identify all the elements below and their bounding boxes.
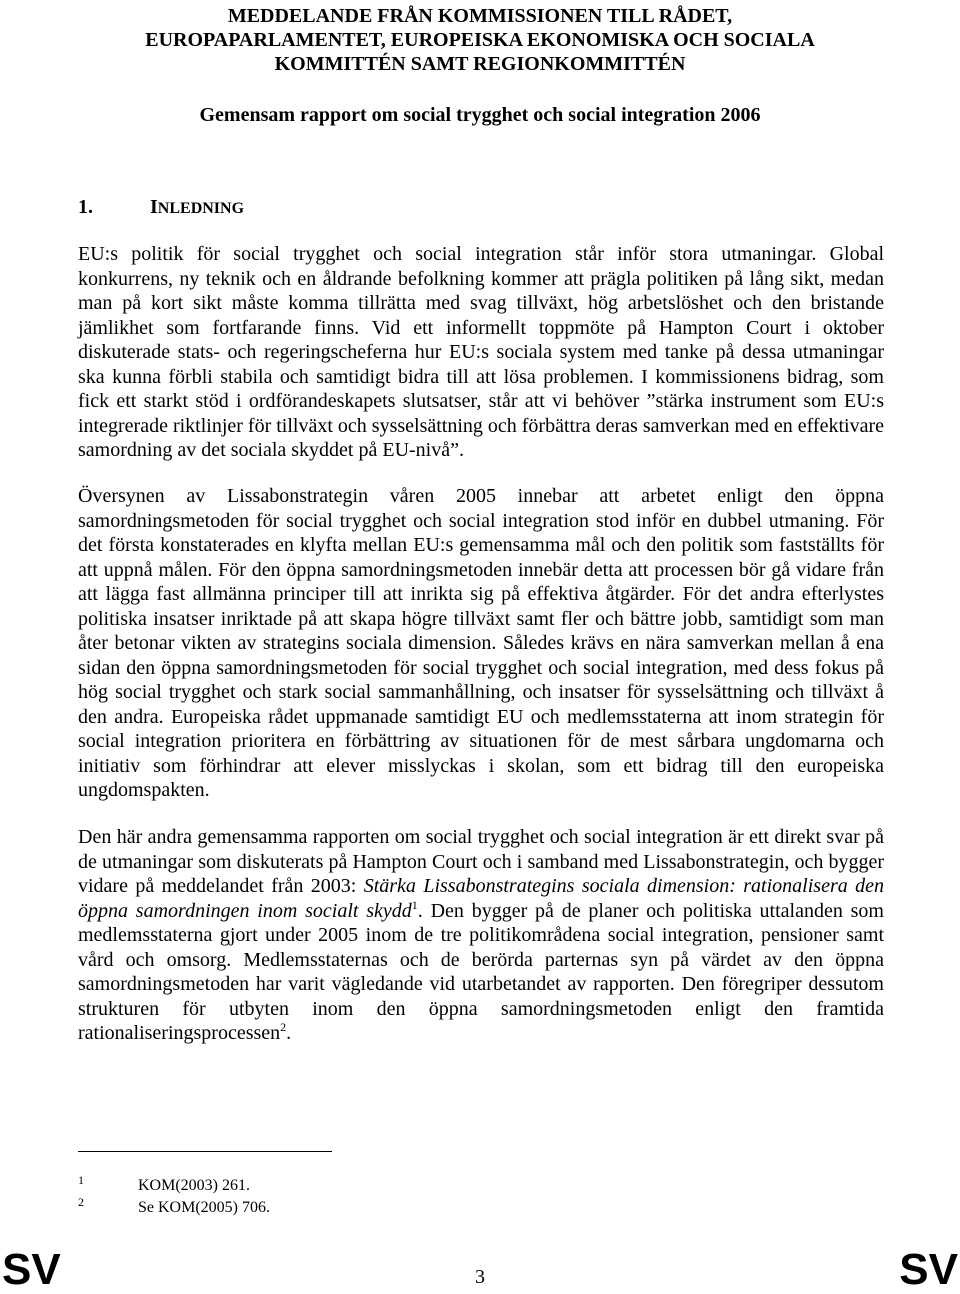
document-title xyxy=(0,4,960,76)
paragraph-2: Översynen av Lissabonstrategin våren 2005 innebar att arbetet enligt den öppna samordningsmetoden för social trygghet och social integration stod inför en dubbel utmaning. För det första konstaterades en klyfta mellan EU:s gemensamma mål och den politik som fastställts för att uppnå målen. För den öppna samordningsmetoden innebär detta att processen bör gå vidare från att lägga fast allmänna principer till att inrikta sig på effektiva åtgärder. För det andra efterlystes politiska insatser inriktade på att skapa högre tillväxt samt fler och bättre jobb, samtidigt som man åter betonar vikten av strategins sociala dimension. Således krävs en nära samverkan mellan å ena sidan den öppna samordningsmetoden för social trygghet och social integration, med dess fokus på hög social trygghet och stark social sammanhållning, och insatser för sysselsättning och tillväxt å den andra. Europeiska rådet uppmanade samtidigt EU och medlemsstaterna att inom strategin för social integration prioritera en förbättring av situationen för de mest sårbara ungdomarna och initiativ som förhindrar att elever misslyckas i skolan, som ett bidrag till den europeiska ungdomspakten. xyxy=(78,485,884,801)
paragraph-3-text-a: Den här andra gemensamma rapporten om social trygghet och social integration är ett direkt svar på de utmaningar som diskuterats på Hampton Court och i samband med Lissabonstrategin, och bygger vidare på meddelandet från 2003: xyxy=(78,826,884,897)
footnote-separator xyxy=(78,1151,332,1152)
language-code-right: SV xyxy=(899,1245,958,1294)
section-title-initial: I xyxy=(150,196,158,218)
section-heading xyxy=(78,196,244,219)
footnote-1-mark: 1 xyxy=(78,1173,84,1187)
paragraph-3-text-b: . Den bygger på de planer och politiska uttalanden som medlemsstaterna gjort under 2005 inom de tre politikområdena social integration, pensioner samt vård och omsorg. Medlemsstaternas och de berörda parternas syn på värdet av den öppna samordningsmetoden har varit vägledande vid utarbetandet av rapporten. Den föregriper dessutom strukturen för utbyten inom den öppna samordningsmetoden enligt den framtida rationaliseringsprocessen xyxy=(78,899,884,1044)
title-line-3: KOMMITTÉN SAMT REGIONKOMMITTÉN xyxy=(274,53,686,75)
footnote-ref-1[interactable]: 1 xyxy=(411,897,418,912)
footnote-2 xyxy=(78,1192,270,1218)
paragraph-3 xyxy=(78,825,884,1046)
title-line-2: EUROPAPARLAMENTET, EUROPEISKA EKONOMISKA OCH SOCIALA xyxy=(145,29,815,51)
section-title-rest: NLEDNING xyxy=(157,200,245,217)
section-number: 1. xyxy=(78,196,93,218)
footnote-ref-2[interactable]: 2 xyxy=(280,1020,287,1034)
footnote-1-text: KOM(2003) 261. xyxy=(138,1177,250,1194)
paragraph-3-italic-title: Stärka Lissabonstrategins sociala dimension: rationalisera den öppna samordningen inom socialt skydd xyxy=(78,875,884,922)
footnote-2-mark: 2 xyxy=(78,1195,84,1209)
title-line-1: MEDDELANDE FRÅN KOMMISSIONEN TILL RÅDET, xyxy=(227,5,733,27)
paragraph-1: EU:s politik för social trygghet och social integration står inför stora utmaningar. Global konkurrens, ny teknik och en åldrande befolkning kommer att prägla politiken på lång sikt, medan man på kort sikt måste komma tillrätta med svag tillväxt, hög arbetslöshet och den bristande jämlikhet som fortfarande finns. Vid ett informellt toppmöte på Hampton Court i oktober diskuterade stats- och regeringscheferna hur EU:s sociala system med tanke på dessa utmaningar ska kunna förbli stabila och samtidigt bidra till att lösa problemen. I kommissionens bidrag, som fick ett starkt stöd i ordförandeskapets slutsatser, står att vi behöver ”stärka instrument som EU:s integrerade riktlinjer för tillväxt och sysselsättning och förbättra deras samverkan med en effektivare samordning av det sociala skyddet på EU-nivå”. xyxy=(78,243,884,461)
footnote-2-text: Se KOM(2005) 706. xyxy=(138,1199,270,1216)
paragraph-3-text-c: . xyxy=(286,1022,292,1044)
report-subtitle: Gemensam rapport om social trygghet och social integration 2006 xyxy=(199,104,761,126)
language-code-left: SV xyxy=(2,1245,61,1294)
page-number: 3 xyxy=(475,1266,485,1288)
